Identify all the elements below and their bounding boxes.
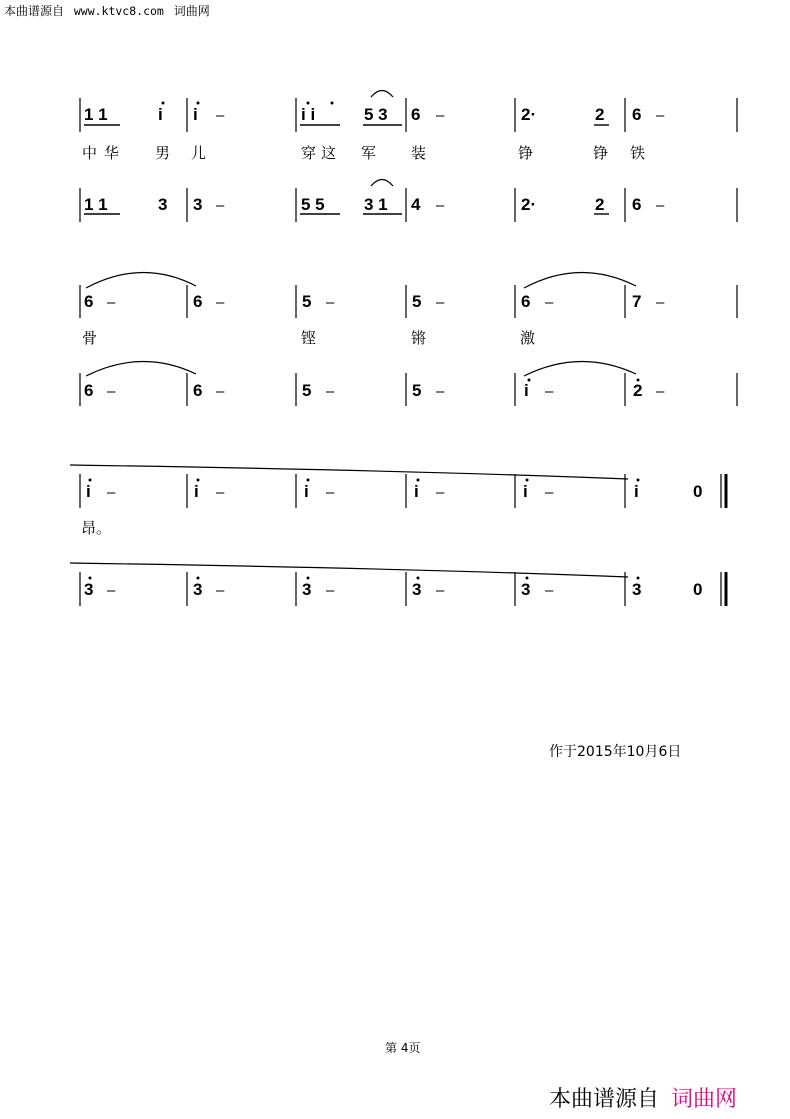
note: 6 bbox=[84, 292, 94, 311]
note-dash: – bbox=[107, 484, 116, 501]
lyric: 军 bbox=[361, 144, 377, 162]
note: 3 bbox=[158, 195, 168, 214]
note-dash: – bbox=[656, 383, 665, 400]
note-dash: – bbox=[326, 484, 335, 501]
note: i bbox=[634, 482, 639, 501]
note-dash: – bbox=[216, 294, 225, 311]
note: 6 bbox=[632, 105, 642, 124]
lyric: 儿 bbox=[191, 144, 207, 162]
page-number: 第 4页 bbox=[385, 1041, 421, 1055]
lyric: 男 bbox=[155, 144, 171, 162]
system-3-melody bbox=[86, 482, 702, 501]
lyric: 铿 bbox=[301, 329, 317, 347]
note: i bbox=[304, 482, 309, 501]
note-dash: – bbox=[107, 582, 116, 599]
note-rest: 0 bbox=[693, 482, 703, 501]
lyric: 骨 bbox=[82, 329, 98, 347]
note: 6 bbox=[193, 381, 203, 400]
lyric: 激 bbox=[520, 329, 536, 347]
lyric: 昂。 bbox=[81, 519, 112, 537]
note-dash: – bbox=[545, 582, 554, 599]
note: 3 bbox=[302, 580, 312, 599]
note-dash: – bbox=[216, 383, 225, 400]
note-dash: – bbox=[107, 294, 116, 311]
note: 3 bbox=[193, 580, 203, 599]
note: 3 bbox=[84, 580, 94, 599]
note: 5 bbox=[412, 381, 422, 400]
note-dash: – bbox=[436, 582, 445, 599]
note: 1 1 bbox=[84, 105, 108, 124]
note: 7 bbox=[632, 292, 642, 311]
note-dash: – bbox=[216, 484, 225, 501]
note-dash: – bbox=[545, 484, 554, 501]
system-1-harmony bbox=[84, 195, 665, 214]
note-dash: – bbox=[545, 383, 554, 400]
note: 6 bbox=[411, 105, 421, 124]
system-3-lyrics bbox=[81, 519, 111, 537]
note: i bbox=[193, 105, 198, 124]
note: 2 bbox=[633, 381, 643, 400]
note-dash: – bbox=[656, 107, 665, 124]
lyric: 锵 bbox=[411, 329, 427, 347]
lyric: 铁 bbox=[630, 144, 646, 162]
lyric: 铮 bbox=[518, 144, 534, 162]
note: 6 bbox=[521, 292, 531, 311]
lyric: 装 bbox=[411, 144, 427, 162]
lyric: 中 bbox=[82, 144, 98, 162]
note: i bbox=[524, 381, 529, 400]
note: 1 1 bbox=[84, 195, 108, 214]
note: 5 5 bbox=[301, 195, 325, 214]
note: i bbox=[414, 482, 419, 501]
note: 2 bbox=[595, 195, 605, 214]
note: 3 bbox=[193, 195, 203, 214]
note: i bbox=[86, 482, 91, 501]
source-url[interactable]: www.ktvc8.com bbox=[73, 4, 164, 18]
note-dash: – bbox=[436, 197, 445, 214]
note-dash: – bbox=[216, 107, 225, 124]
slurs bbox=[70, 91, 636, 578]
note: i i bbox=[301, 105, 316, 124]
note-dash: – bbox=[436, 107, 445, 124]
composition-date: 作于2015年10月6日 bbox=[549, 744, 682, 760]
note: 3 bbox=[632, 580, 642, 599]
note-dash: – bbox=[436, 294, 445, 311]
logo-left-text: 本曲谱源自 bbox=[549, 1087, 660, 1112]
lyric: 穿 bbox=[301, 144, 317, 162]
system-3-harmony bbox=[84, 580, 702, 599]
note: 3 1 bbox=[364, 195, 388, 214]
system-1-melody bbox=[84, 105, 665, 124]
lyric: 铮 bbox=[593, 144, 609, 162]
note: 3 bbox=[521, 580, 531, 599]
note: 2· bbox=[521, 195, 537, 214]
note-dash: – bbox=[656, 197, 665, 214]
note-dash: – bbox=[216, 197, 225, 214]
note: 2· bbox=[521, 105, 537, 124]
note-dash: – bbox=[326, 582, 335, 599]
system-1-lyrics bbox=[82, 144, 645, 162]
system-2-lyrics bbox=[82, 329, 535, 347]
note: i bbox=[158, 105, 163, 124]
note-dash: – bbox=[107, 383, 116, 400]
source-brand: 词曲网 bbox=[173, 4, 210, 18]
note-dash: – bbox=[436, 484, 445, 501]
note-dash: – bbox=[216, 582, 225, 599]
final-barline bbox=[721, 474, 726, 606]
note: 6 bbox=[632, 195, 642, 214]
brand-logo[interactable] bbox=[549, 1082, 737, 1113]
logo-right-text: 词曲网 bbox=[671, 1087, 738, 1112]
system-2-melody bbox=[84, 292, 665, 311]
note: 4 bbox=[411, 195, 421, 214]
note-dash: – bbox=[326, 294, 335, 311]
source-site-name: 本曲谱源自 bbox=[4, 4, 65, 18]
note: 6 bbox=[84, 381, 94, 400]
note-dash: – bbox=[436, 383, 445, 400]
note-dash: – bbox=[326, 383, 335, 400]
system-2-harmony bbox=[84, 381, 665, 400]
note-dash: – bbox=[545, 294, 554, 311]
note: 5 bbox=[302, 381, 312, 400]
lyric: 华 bbox=[104, 144, 120, 162]
lyric: 这 bbox=[321, 144, 337, 162]
note: 5 bbox=[302, 292, 312, 311]
note: i bbox=[523, 482, 528, 501]
octave-dots bbox=[89, 102, 643, 580]
note-dash: – bbox=[656, 294, 665, 311]
barlines bbox=[80, 98, 737, 606]
note-rest: 0 bbox=[693, 580, 703, 599]
note: 5 3 bbox=[364, 105, 388, 124]
note: 6 bbox=[193, 292, 203, 311]
note: i bbox=[194, 482, 199, 501]
note: 5 bbox=[412, 292, 422, 311]
note: 3 bbox=[412, 580, 422, 599]
note: 2 bbox=[595, 105, 605, 124]
